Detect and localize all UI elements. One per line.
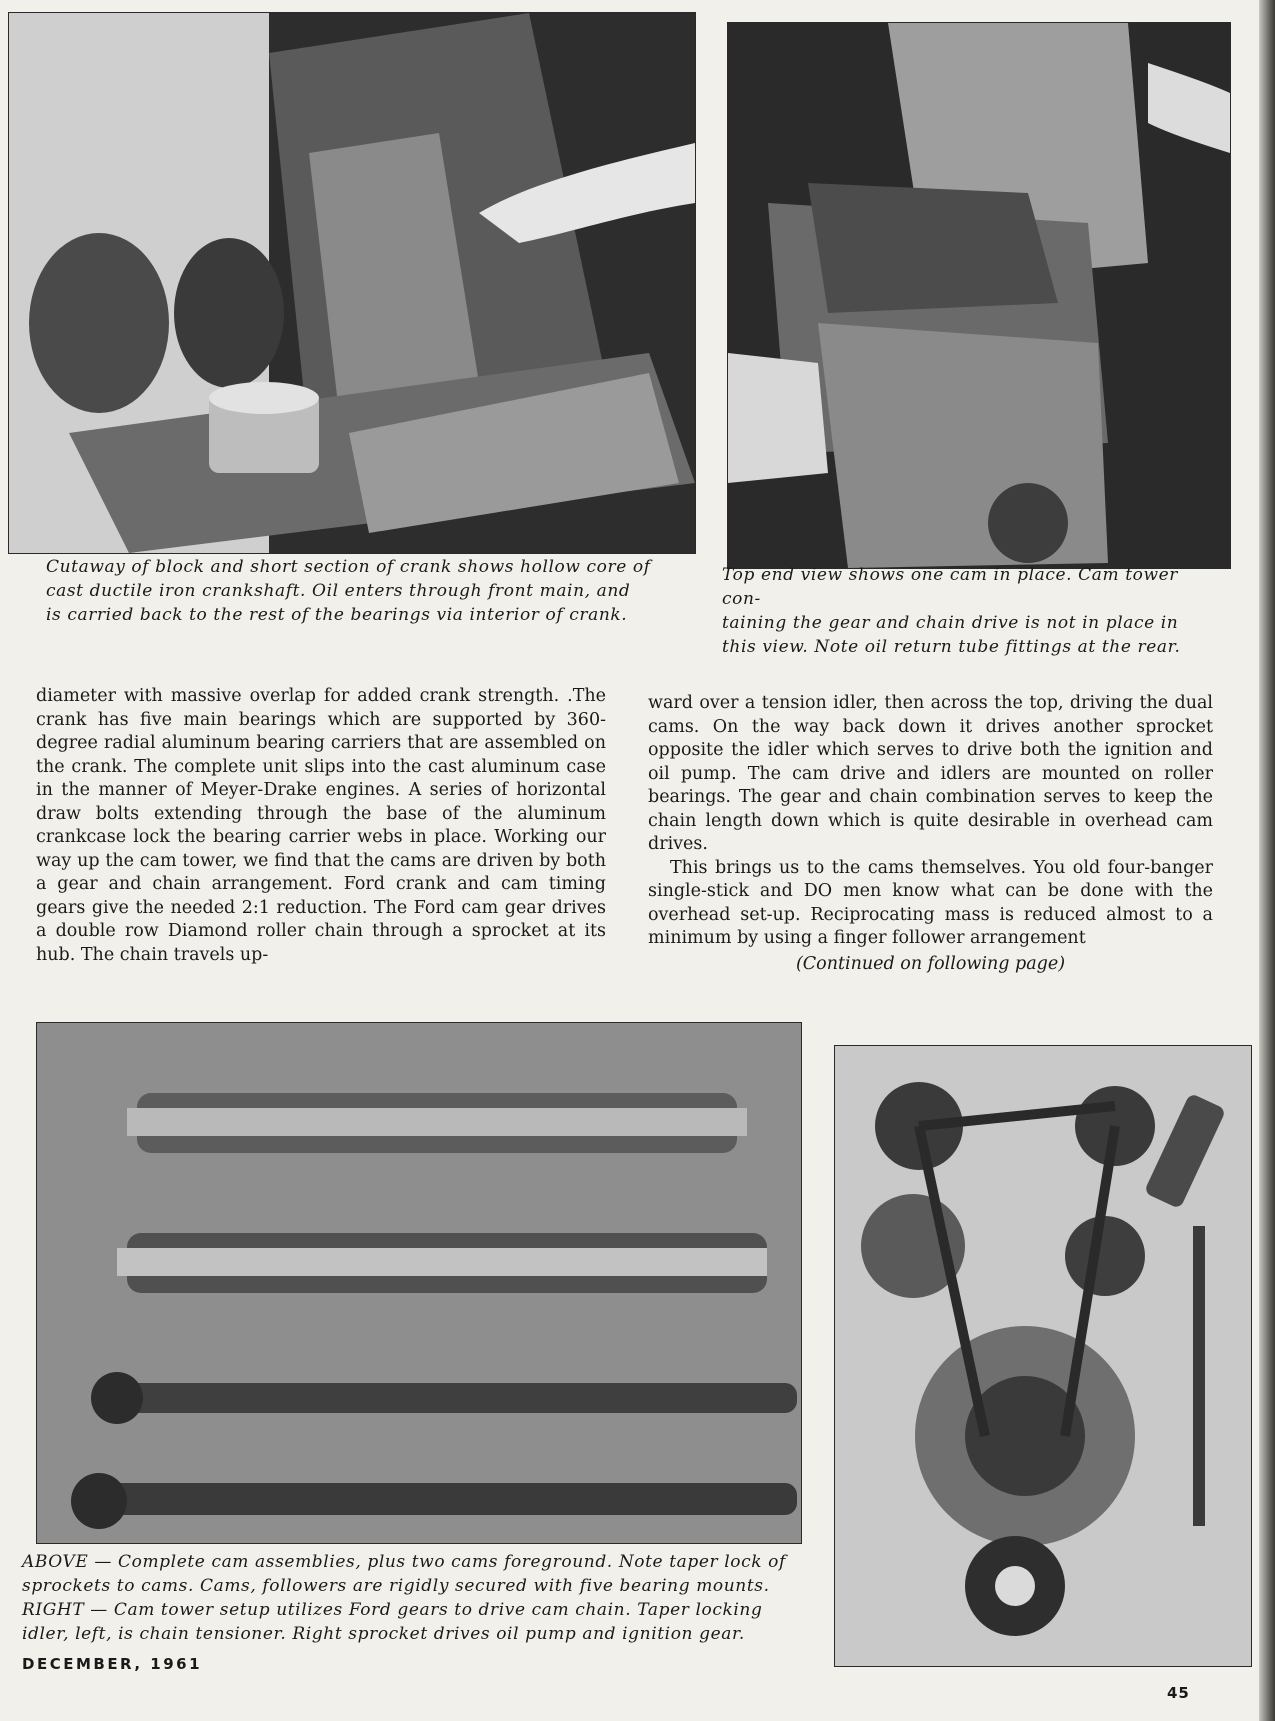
caption-line: Top end view shows one cam in place. Cam tower con- [722, 565, 1179, 609]
top-end-view-photo [727, 22, 1231, 569]
issue-date: DECEMBER, 1961 [22, 1655, 203, 1673]
cutaway-block-photo [8, 12, 696, 554]
cam-tower-photo [834, 1045, 1252, 1667]
article-paragraph: ward over a tension idler, then across the top, driving the dual cams. On the way back down it drives another sprocket opposite the idler which serves to drive both the ignition and oil pump. The cam drive and idlers are mounted on roller bearings. The gear and chain combination serves to keep the chain length down which is quite desirable in overhead cam drives. [648, 693, 1213, 854]
caption-line: sprockets to cams. Cams, followers are rigidly secured with five bearing mounts. [22, 1576, 770, 1596]
cam-assemblies-photo [36, 1022, 802, 1544]
page-spine-shadow [1259, 0, 1275, 1721]
top-end-view-caption [722, 563, 1222, 659]
caption-line: taining the gear and chain drive is not in place in [722, 613, 1179, 633]
article-paragraph: This brings us to the cams themselves. You old four-banger single-stick and DO men know what can be done with the overhead set-up. Reciprocating mass is reduced almost to a minimum by using a finger follower arrangement [648, 857, 1213, 948]
caption-line: ABOVE — Complete cam assemblies, plus two cams foreground. Note taper lock of [22, 1552, 786, 1572]
article-right-column [648, 692, 1213, 976]
caption-line: RIGHT — Cam tower setup utilizes Ford gears to drive cam chain. Taper locking [22, 1600, 763, 1620]
cutaway-block-caption [46, 555, 686, 627]
caption-line: is carried back to the rest of the bearings via interior of crank. [46, 605, 628, 625]
caption-line: this view. Note oil return tube fittings at the rear. [722, 637, 1181, 657]
article-paragraph: diameter with massive overlap for added crank strength. .The crank has five main bearings which are supported by 360-degree radial aluminum bearing carriers that are assembled on the crank. The complete unit slips into the cast aluminum case in the manner of Meyer-Drake engines. A series of horizontal draw bolts extending through the base of the aluminum crankcase lock the bearing carrier webs in place. Working our way up the cam tower, we find that the cams are driven by both a gear and chain arrangement. Ford crank and cam timing gears give the needed 2:1 reduction. The Ford cam gear drives a double row Diamond roller chain through a sprocket at its hub. The chain travels up- [36, 686, 606, 965]
caption-line: cast ductile iron crankshaft. Oil enters through front main, and [46, 581, 631, 601]
page-number: 45 [1167, 1684, 1190, 1702]
article-left-column [36, 685, 606, 967]
caption-line: idler, left, is chain tensioner. Right sprocket drives oil pump and ignition gear. [22, 1624, 745, 1644]
caption-line: Cutaway of block and short section of crank shows hollow core of [46, 557, 651, 577]
cam-assemblies-caption [22, 1550, 822, 1646]
continued-note: (Continued on following page) [795, 953, 1066, 974]
